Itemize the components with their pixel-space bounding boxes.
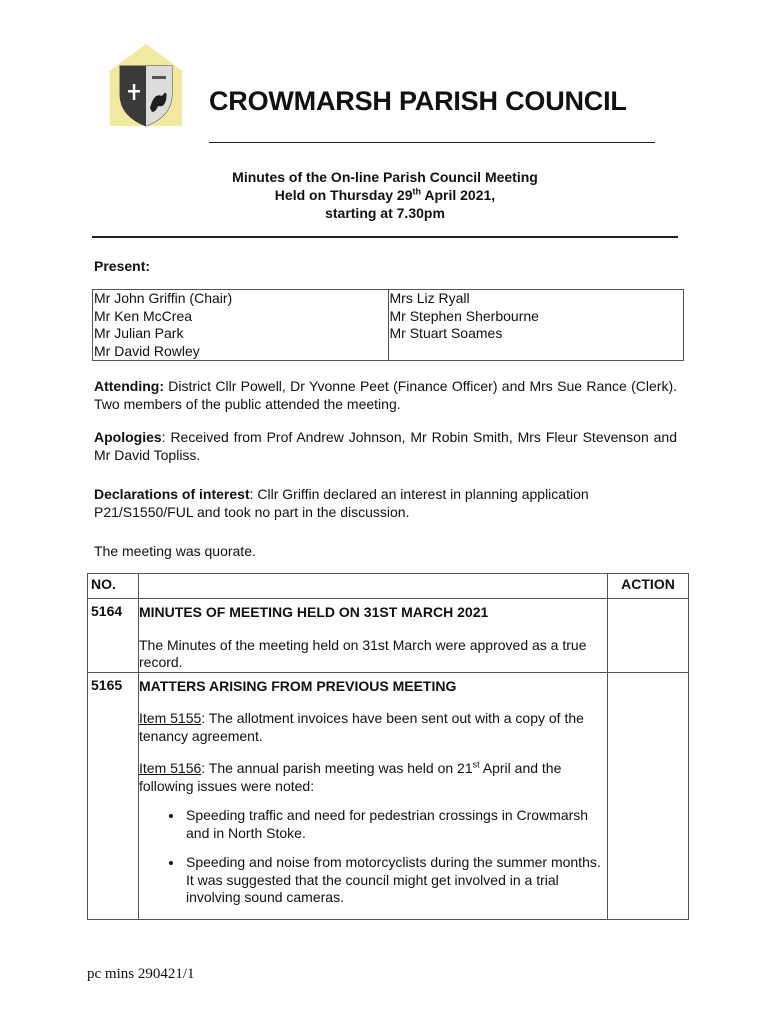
present-member: Mr Ken McCrea <box>94 307 193 324</box>
declarations-label: Declarations of interest <box>94 486 250 502</box>
item-text: Item 5156: The annual parish meeting was held on 21st April and the following issues were noted: <box>139 759 562 794</box>
column-header-action: ACTION <box>608 574 689 599</box>
item-title: MINUTES OF MEETING HELD ON 31ST MARCH 2021 <box>139 604 489 620</box>
column-header-no: NO. <box>88 574 139 599</box>
list-item: • Speeding traffic and need for pedestrian crossings in Crowmarsh and in North Stoke. <box>184 807 607 842</box>
attending-label: Attending: <box>94 378 164 394</box>
parish-crest-icon <box>104 42 188 130</box>
meeting-title <box>170 168 600 222</box>
meeting-title-line3: starting at 7.30pm <box>325 205 445 221</box>
item-body <box>139 599 608 673</box>
apologies-label: Apologies <box>94 429 162 445</box>
heading-divider <box>92 236 678 238</box>
present-member: Mr David Rowley <box>94 342 200 359</box>
minutes-items-table <box>87 573 689 920</box>
council-name: CROWMARSH PARISH COUNCIL <box>209 86 627 116</box>
item-reference: Item 5156 <box>139 760 202 776</box>
title-underline <box>209 142 655 143</box>
table-row <box>88 672 689 919</box>
quorate-statement: The meeting was quorate. <box>94 543 256 559</box>
item-text: Item 5155: The allotment invoices have been sent out with a copy of the tenancy agreement. <box>139 710 584 744</box>
present-member: Mr Julian Park <box>94 325 184 341</box>
item-action <box>608 599 689 673</box>
present-table <box>92 289 684 361</box>
page-footer: pc mins 290421/1 <box>87 966 195 982</box>
present-member <box>390 343 684 361</box>
attending-paragraph: Attending: District Cllr Powell, Dr Yvonne Peet (Finance Officer) and Mrs Sue Rance (Clerk). Two members of the public attended the meeting. <box>94 378 677 412</box>
present-label: Present: <box>94 258 151 274</box>
item-body <box>139 672 608 919</box>
present-right-column <box>388 290 684 361</box>
issues-list <box>139 807 607 907</box>
present-left-column <box>93 290 389 361</box>
meeting-title-line2: Held on Thursday 29th April 2021, <box>274 186 496 203</box>
item-reference: Item 5155 <box>139 710 202 726</box>
table-row <box>88 599 689 673</box>
list-item: • Speeding and noise from motorcyclists during the summer months. It was suggested that the council might get involved in a trial involving sound cameras. <box>184 854 607 907</box>
column-header-item <box>139 574 608 599</box>
present-member: Mr John Griffin (Chair) <box>94 290 233 306</box>
item-title: MATTERS ARISING FROM PREVIOUS MEETING <box>139 677 457 694</box>
item-number: 5165 <box>88 672 139 919</box>
declarations-paragraph: Declarations of interest: Cllr Griffin declared an interest in planning application P21/S1550/FUL and took no part in the discussion. <box>94 486 589 520</box>
item-action <box>608 672 689 919</box>
present-member: Mrs Liz Ryall <box>389 290 470 306</box>
item-text: The Minutes of the meeting held on 31st March were approved as a true record. <box>139 636 587 670</box>
apologies-paragraph: Apologies: Received from Prof Andrew Johnson, Mr Robin Smith, Mrs Fleur Stevenson and Mr David Topliss. <box>94 429 677 463</box>
item-number: 5164 <box>88 599 139 673</box>
present-member: Mr Stuart Soames <box>389 325 503 341</box>
meeting-title-line1: Minutes of the On-line Parish Council Meeting <box>232 169 538 185</box>
present-member: Mr Stephen Sherbourne <box>389 307 539 324</box>
